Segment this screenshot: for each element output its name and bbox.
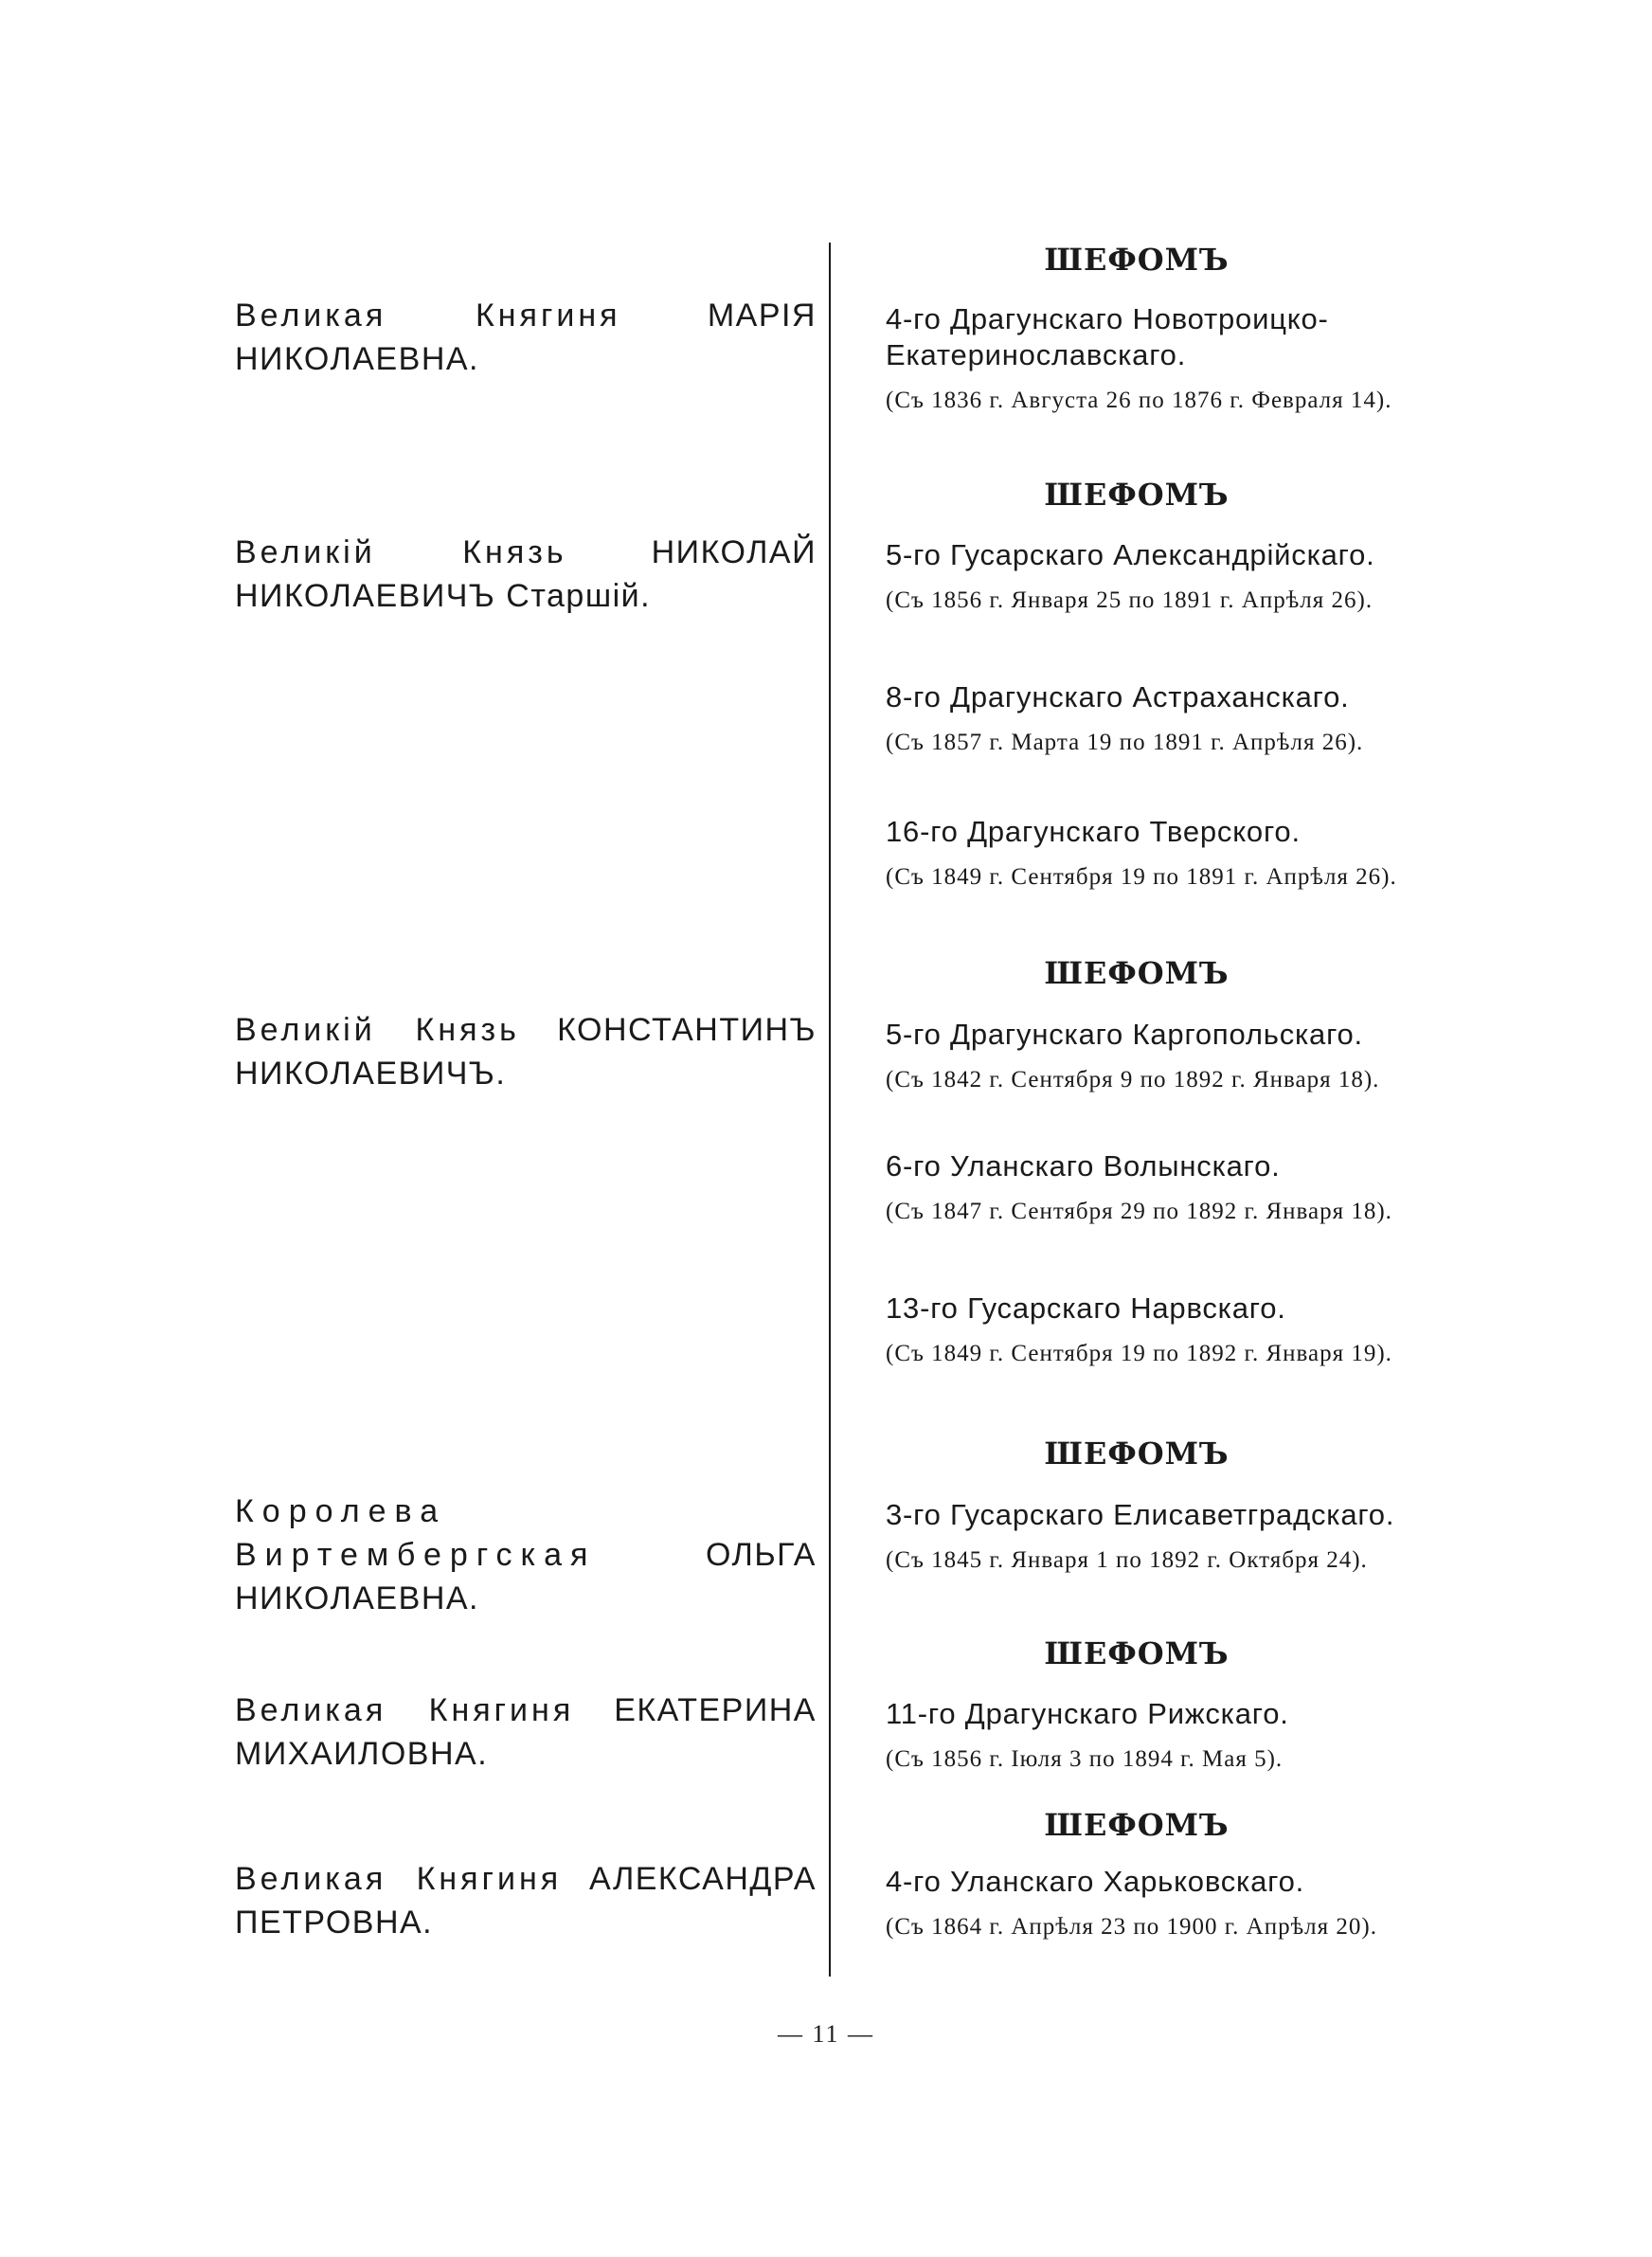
regiment-dates: (Съ 1847 г. Сентября 29 по 1892 г. Января 18).: [886, 1199, 1392, 1224]
page-number: — 11 —: [777, 2020, 875, 2048]
person-entry: [235, 1490, 817, 1620]
regiment-name: 4-го Уланскаго Харьковскаго.: [886, 1865, 1305, 1898]
regiment-name: 4-го Драгунскаго Новотроицко-Екатеринославскаго.: [886, 302, 1329, 371]
regiment-name: 11-го Драгунскаго Рижскаго.: [886, 1697, 1289, 1730]
regiment-dates: (Съ 1856 г. Января 25 по 1891 г. Апрѣля 26).: [886, 587, 1374, 613]
person-entry: [235, 1857, 817, 1944]
regiment-name: 16-го Драгунскаго Тверского.: [886, 815, 1301, 848]
regiment-entry: [886, 814, 1426, 891]
regiment-name: 3-го Гусарскаго Елисаветградскаго.: [886, 1498, 1395, 1531]
regiment-dates: (Съ 1856 г. Іюля 3 по 1894 г. Мая 5).: [886, 1746, 1284, 1772]
person-title: Королева Виртембергская: [235, 1493, 597, 1573]
person-title: Великая Княгиня: [235, 1692, 575, 1728]
regiment-entry: [886, 1696, 1426, 1773]
regiment-dates: (Съ 1857 г. Марта 19 по 1891 г. Апрѣля 26).: [886, 730, 1364, 755]
regiment-name: 13-го Гусарскаго Нарвскаго.: [886, 1291, 1286, 1325]
regiment-entry: [886, 301, 1426, 414]
person-entry: [235, 294, 817, 381]
regiment-dates: (Съ 1836 г. Августа 26 по 1876 г. Февраля 14).: [886, 388, 1392, 413]
regiment-entry: [886, 1864, 1426, 1941]
person-name: ОЛЬГА НИКОЛАЕВНА.: [235, 1537, 817, 1616]
person-title: Великая Княгиня: [235, 1861, 563, 1897]
person-title: Великая Княгиня: [235, 298, 621, 334]
regiment-dates: (Съ 1849 г. Сентября 19 по 1892 г. Января 19).: [886, 1341, 1392, 1366]
regiment-name: 8-го Драгунскаго Астраханскаго.: [886, 680, 1350, 713]
regiment-entry: [886, 1148, 1426, 1225]
regiment-dates: (Съ 1845 г. Января 1 по 1892 г. Октября 24).: [886, 1547, 1368, 1573]
regiment-entry: [886, 1017, 1426, 1093]
section-header: ШЕФОМЪ: [1044, 955, 1230, 991]
person-title: Великій Князь: [235, 1012, 520, 1048]
section-header: ШЕФОМЪ: [1044, 477, 1230, 513]
person-title: Великій Князь: [235, 534, 567, 570]
section-header: ШЕФОМЪ: [1044, 1635, 1230, 1671]
regiment-entry: [886, 537, 1426, 614]
regiment-name: 5-го Драгунскаго Каргопольскаго.: [886, 1018, 1363, 1051]
person-entry: [235, 1688, 817, 1776]
person-name: НИКОЛАЙ НИКОЛАЕВИЧЪ Старшій.: [235, 534, 817, 614]
person-entry: [235, 531, 817, 618]
person-name: МАРІЯ НИКОЛАЕВНА.: [235, 298, 817, 377]
person-name: КОНСТАНТИНЪ НИКОЛАЕВИЧЪ.: [235, 1012, 817, 1092]
person-name: АЛЕКСАНДРА ПЕТРОВНА.: [235, 1861, 817, 1941]
column-divider: [829, 243, 831, 1977]
regiment-dates: (Съ 1842 г. Сентября 9 по 1892 г. Января 18).: [886, 1067, 1380, 1092]
regiment-name: 6-го Уланскаго Волынскаго.: [886, 1149, 1281, 1183]
regiment-dates: (Съ 1849 г. Сентября 19 по 1891 г. Апрѣля 26).: [886, 864, 1397, 890]
section-header: ШЕФОМЪ: [1044, 1807, 1230, 1843]
regiment-name: 5-го Гусарскаго Александрійскаго.: [886, 538, 1375, 571]
person-name: ЕКАТЕРИНА МИХАИЛОВНА.: [235, 1692, 817, 1772]
regiment-dates: (Съ 1864 г. Апрѣля 23 по 1900 г. Апрѣля 20).: [886, 1914, 1377, 1940]
section-header: ШЕФОМЪ: [1044, 1435, 1230, 1472]
regiment-entry: [886, 1497, 1426, 1574]
person-entry: [235, 1008, 817, 1095]
section-header: ШЕФОМЪ: [1044, 242, 1230, 278]
regiment-entry: [886, 679, 1426, 756]
regiment-entry: [886, 1291, 1426, 1367]
